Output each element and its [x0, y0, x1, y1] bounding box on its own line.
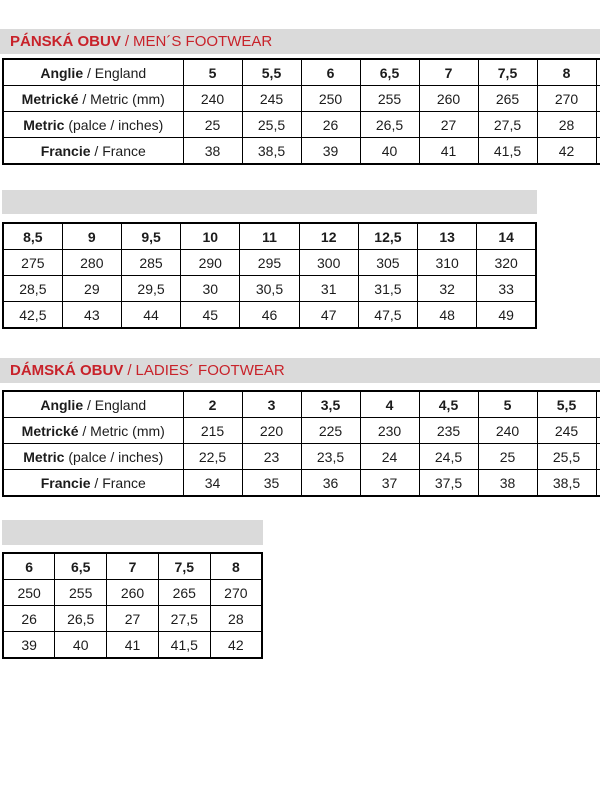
size-value-cell: 38: [478, 470, 537, 497]
table-row: [3, 223, 536, 250]
size-header-cell: 4: [360, 391, 419, 418]
table-row: [3, 276, 536, 302]
size-value-cell: 42: [537, 138, 596, 165]
size-value-cell: 25,5: [537, 444, 596, 470]
size-value-cell: 41,5: [158, 632, 210, 659]
size-value-cell: 26,5: [55, 606, 107, 632]
table-row: [3, 59, 600, 86]
size-value-cell: 260: [419, 86, 478, 112]
row-label: Metric (palce / inches): [3, 112, 183, 138]
size-value-cell: 305: [358, 250, 417, 276]
size-value-cell: 49: [477, 302, 536, 329]
mens-size-table-part2: [2, 222, 537, 329]
size-header-cell: 5,5: [242, 59, 301, 86]
size-value-cell: 26: [301, 112, 360, 138]
size-header-cell: 10: [181, 223, 240, 250]
size-value-cell: 280: [62, 250, 121, 276]
row-label: Metrické / Metric (mm): [3, 418, 183, 444]
size-value-cell: 26,5: [360, 112, 419, 138]
size-value-cell: 235: [419, 418, 478, 444]
table-row: [3, 580, 262, 606]
size-header-cell: 5,5: [537, 391, 596, 418]
size-value-cell: 26: [3, 606, 55, 632]
table-row: [3, 470, 600, 497]
size-value-cell: 27: [419, 112, 478, 138]
size-value-cell: 39: [301, 138, 360, 165]
size-value-cell: 33: [477, 276, 536, 302]
section-header-ladies: [0, 358, 600, 383]
size-value-cell: 31: [299, 276, 358, 302]
table-row: [3, 632, 262, 659]
size-value-cell: 40: [360, 138, 419, 165]
row-label: Metric (palce / inches): [3, 444, 183, 470]
size-header-cell: 7: [107, 553, 159, 580]
size-header-cell: 5: [183, 59, 242, 86]
size-value-cell: 25: [478, 444, 537, 470]
cutoff-column-cell: [596, 418, 600, 444]
size-value-cell: 38: [183, 138, 242, 165]
size-value-cell: 25: [183, 112, 242, 138]
section-title-mens: [0, 34, 272, 49]
size-header-cell: 9,5: [121, 223, 180, 250]
size-value-cell: 24: [360, 444, 419, 470]
size-value-cell: 250: [3, 580, 55, 606]
table-row: [3, 86, 600, 112]
size-value-cell: 47,5: [358, 302, 417, 329]
size-value-cell: 34: [183, 470, 242, 497]
size-value-cell: 255: [360, 86, 419, 112]
size-header-cell: 8: [537, 59, 596, 86]
size-header-cell: 2: [183, 391, 242, 418]
size-value-cell: 23,5: [301, 444, 360, 470]
size-value-cell: 290: [181, 250, 240, 276]
size-value-cell: 28: [537, 112, 596, 138]
size-value-cell: 240: [478, 418, 537, 444]
section-title-ladies-english: LADIES´ FOOTWEAR: [135, 362, 285, 379]
mens-size-table-part1: [2, 58, 600, 165]
size-value-cell: 36: [301, 470, 360, 497]
size-value-cell: 230: [360, 418, 419, 444]
table-row: [3, 112, 600, 138]
size-value-cell: 46: [240, 302, 299, 329]
size-value-cell: 27: [107, 606, 159, 632]
size-value-cell: 29: [62, 276, 121, 302]
size-header-cell: 3,5: [301, 391, 360, 418]
size-value-cell: 265: [478, 86, 537, 112]
size-value-cell: 38,5: [242, 138, 301, 165]
size-header-cell: 7,5: [158, 553, 210, 580]
size-header-cell: 6,5: [55, 553, 107, 580]
size-value-cell: 240: [183, 86, 242, 112]
size-value-cell: 25,5: [242, 112, 301, 138]
size-value-cell: 37: [360, 470, 419, 497]
size-value-cell: 38,5: [537, 470, 596, 497]
size-header-cell: 9: [62, 223, 121, 250]
size-header-cell: 4,5: [419, 391, 478, 418]
section-title-separator: /: [124, 33, 130, 50]
size-value-cell: 265: [158, 580, 210, 606]
size-value-cell: 42,5: [3, 302, 62, 329]
cutoff-column-cell: [596, 391, 600, 418]
size-header-cell: 7,5: [478, 59, 537, 86]
ladies-size-table-part1: [2, 390, 600, 497]
size-header-cell: 7: [419, 59, 478, 86]
continuation-band-mens: [2, 190, 537, 214]
size-value-cell: 250: [301, 86, 360, 112]
row-label: Anglie / England: [3, 59, 183, 86]
size-header-cell: 12,5: [358, 223, 417, 250]
size-value-cell: 29,5: [121, 276, 180, 302]
size-value-cell: 260: [107, 580, 159, 606]
size-value-cell: 215: [183, 418, 242, 444]
size-value-cell: 35: [242, 470, 301, 497]
size-value-cell: 225: [301, 418, 360, 444]
cutoff-column-cell: [596, 470, 600, 497]
size-value-cell: 43: [62, 302, 121, 329]
size-header-cell: 11: [240, 223, 299, 250]
table-row: [3, 606, 262, 632]
section-title-ladies: [0, 363, 285, 378]
size-value-cell: 24,5: [419, 444, 478, 470]
size-value-cell: 245: [242, 86, 301, 112]
size-value-cell: 245: [537, 418, 596, 444]
cutoff-column-cell: [596, 112, 600, 138]
size-header-cell: 8: [210, 553, 262, 580]
section-title-separator: /: [127, 362, 132, 379]
size-header-cell: 6: [3, 553, 55, 580]
size-value-cell: 275: [3, 250, 62, 276]
size-value-cell: 37,5: [419, 470, 478, 497]
size-value-cell: 220: [242, 418, 301, 444]
ladies-size-table-part1-wrap: [2, 390, 600, 497]
mens-size-table-part1-wrap: [2, 58, 600, 165]
size-header-cell: 6,5: [360, 59, 419, 86]
size-header-cell: 3: [242, 391, 301, 418]
table-row: [3, 553, 262, 580]
table-row: [3, 302, 536, 329]
size-header-cell: 13: [418, 223, 477, 250]
continuation-band-ladies: [2, 520, 263, 545]
table-row: [3, 138, 600, 165]
cutoff-column-cell: [596, 444, 600, 470]
cutoff-column-cell: [596, 138, 600, 165]
size-value-cell: 30,5: [240, 276, 299, 302]
size-value-cell: 45: [181, 302, 240, 329]
size-value-cell: 41: [107, 632, 159, 659]
size-value-cell: 270: [210, 580, 262, 606]
size-value-cell: 22,5: [183, 444, 242, 470]
size-value-cell: 270: [537, 86, 596, 112]
size-value-cell: 28: [210, 606, 262, 632]
section-header-mens: [0, 29, 600, 54]
size-value-cell: 255: [55, 580, 107, 606]
size-value-cell: 41,5: [478, 138, 537, 165]
size-value-cell: 28,5: [3, 276, 62, 302]
ladies-size-table-part2: [2, 552, 263, 659]
row-label: Francie / France: [3, 470, 183, 497]
cutoff-column-cell: [596, 59, 600, 86]
cutoff-column-cell: [596, 86, 600, 112]
size-value-cell: 23: [242, 444, 301, 470]
size-header-cell: 6: [301, 59, 360, 86]
row-label: Anglie / England: [3, 391, 183, 418]
size-header-cell: 5: [478, 391, 537, 418]
size-value-cell: 44: [121, 302, 180, 329]
size-value-cell: 310: [418, 250, 477, 276]
size-value-cell: 42: [210, 632, 262, 659]
size-value-cell: 47: [299, 302, 358, 329]
size-value-cell: 295: [240, 250, 299, 276]
ladies-size-table-part2-wrap: [2, 552, 263, 659]
size-value-cell: 27,5: [158, 606, 210, 632]
size-value-cell: 31,5: [358, 276, 417, 302]
table-row: [3, 250, 536, 276]
table-row: [3, 418, 600, 444]
size-value-cell: 48: [418, 302, 477, 329]
size-header-cell: 14: [477, 223, 536, 250]
size-value-cell: 32: [418, 276, 477, 302]
size-value-cell: 27,5: [478, 112, 537, 138]
size-value-cell: 300: [299, 250, 358, 276]
size-value-cell: 40: [55, 632, 107, 659]
size-value-cell: 30: [181, 276, 240, 302]
size-value-cell: 320: [477, 250, 536, 276]
size-value-cell: 39: [3, 632, 55, 659]
size-header-cell: 8,5: [3, 223, 62, 250]
size-header-cell: 12: [299, 223, 358, 250]
section-title-mens-english: MEN´S FOOTWEAR: [133, 33, 273, 50]
row-label: Metrické / Metric (mm): [3, 86, 183, 112]
table-row: [3, 391, 600, 418]
section-title-ladies-czech: DÁMSKÁ OBUV: [10, 362, 124, 379]
mens-size-table-part2-wrap: [2, 222, 537, 329]
row-label: Francie / France: [3, 138, 183, 165]
section-title-mens-czech: PÁNSKÁ OBUV: [10, 33, 121, 50]
size-value-cell: 285: [121, 250, 180, 276]
size-value-cell: 41: [419, 138, 478, 165]
table-row: [3, 444, 600, 470]
